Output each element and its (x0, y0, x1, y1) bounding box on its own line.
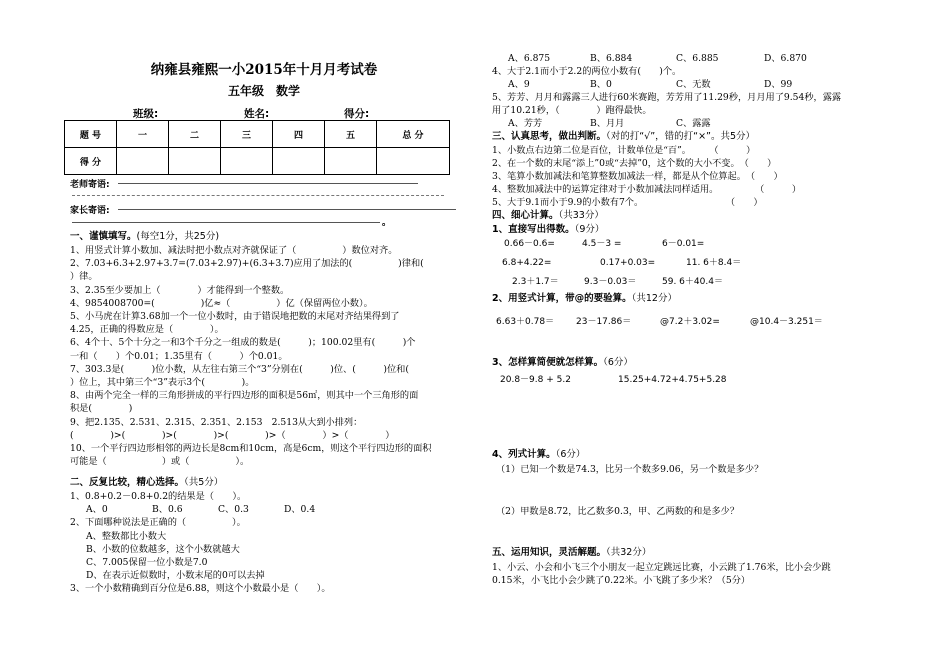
calc-item: 23－17.86＝ (576, 317, 632, 327)
section-5-points: （共32分） (606, 547, 652, 558)
option[interactable]: A、9 (508, 79, 530, 90)
parent-note-label: 家长寄语: (70, 206, 110, 216)
calc-item: 11. 6＋8.4＝ (686, 258, 742, 268)
question-line: 1、0.8+0.2－0.8+0.2的结果是（ ）。 (70, 491, 247, 502)
question-line: 10、一个平行四边形相邻的两边长是8cm和10cm，高是6cm，则这个平行四边形的面积 (70, 443, 432, 455)
question-line: 可能是（ ）或（ ）。 (70, 456, 250, 468)
divider (72, 195, 444, 196)
option[interactable]: B、6.884 (590, 53, 633, 64)
option[interactable]: A、整数都比小数大 (86, 530, 167, 542)
calc-row (500, 372, 758, 385)
judge-line: 2、在一个数的末尾“添上”0或“去掉”0，这个数的大小不变。 （ ） (492, 158, 777, 169)
score-input-cell[interactable] (169, 148, 221, 175)
score-input-cell[interactable] (221, 148, 273, 175)
question-line: ）位上，其中第三个“3”表示3个( )。 (70, 377, 255, 389)
score-input-cell[interactable] (117, 148, 169, 175)
exam-title: 纳雍县雍熙一小2015年十月月考试卷 (150, 62, 378, 78)
calc-item: @7.2＋3.02= (660, 317, 720, 327)
part-4-points: （6分） (555, 449, 586, 460)
option[interactable]: C、无数 (676, 79, 711, 90)
question-line: 6、4个十、5个十分之一和3个千分之一组成的数是( )；100.02里有( )个 (70, 337, 416, 349)
option[interactable]: C、露露 (676, 118, 711, 129)
score-table-cell: 二 (169, 121, 221, 148)
section-5-heading (492, 546, 651, 560)
calc-item: 2.3＋1.7＝ (512, 277, 559, 287)
section-3-heading (492, 130, 912, 144)
calc-item: 0.66－0.6= (504, 239, 555, 249)
question-line: 用了10.21秒，（ ）跑得最快。 (492, 105, 652, 116)
section-4-title: 四、细心计算。 (492, 210, 559, 221)
section-1-heading (70, 230, 465, 244)
calc-row (512, 274, 752, 287)
options-row (492, 52, 912, 65)
parent-note-end: 。 (382, 218, 392, 228)
question-line: 积是( ) (70, 403, 133, 415)
calc-item: 15.25+4.72+4.75+5.28 (618, 375, 727, 385)
score-table-cell: 得 分 (65, 148, 117, 175)
score-table (64, 120, 450, 175)
calc-item: 6－0.01= (662, 239, 705, 249)
option[interactable]: D、99 (764, 79, 793, 90)
option[interactable]: C、6.885 (676, 53, 719, 64)
part-2-points: （共12分） (631, 293, 677, 304)
subject-label: 数学 (276, 84, 301, 98)
question-line: 4.25，正确的得数应是（ ）。 (70, 324, 224, 336)
calc-item: 59. 6＋40.4＝ (662, 277, 723, 287)
option[interactable]: B、0.6 (152, 504, 183, 516)
class-label: 班级: (133, 108, 159, 120)
question-line: 3、2.35至少要加上（ ）才能得到一个整数。 (70, 284, 290, 296)
question-line: 4、大于2.1而小于2.2的两位小数有( )个。 (492, 66, 682, 77)
calc-item: @10.4－3.251＝ (750, 317, 823, 327)
question-line: 4、9854008700=( )亿≈（ ）亿（保留两位小数）。 (70, 297, 373, 309)
option[interactable]: A、芳芳 (508, 118, 543, 129)
parent-note-line-2[interactable] (72, 222, 380, 223)
score-field[interactable] (344, 106, 417, 121)
part-1-title: 1、直接写出得数。 (492, 224, 575, 235)
word-problem: （2）甲数是8.72，比乙数多0.3，甲、乙两数的和是多少？ (496, 506, 740, 517)
calc-item: 20.8－9.8 + 5.2 (500, 375, 571, 385)
part-1-points: （9分） (574, 224, 605, 235)
part-2-title: 2、用竖式计算，带@的要验算。 (492, 293, 632, 304)
option[interactable]: B、月月 (590, 118, 625, 129)
score-table-score-row (65, 148, 450, 175)
part-3-points: （6分） (603, 357, 633, 368)
score-table-cell: 四 (273, 121, 325, 148)
judge-line: 4、整数加减法中的运算定律对于小数加减法同样适用。 （ ） (492, 184, 802, 195)
part-4-title: 4、列式计算。 (492, 449, 556, 460)
grade-label: 五年级 (227, 84, 264, 98)
question-line: ）律。 (70, 271, 98, 283)
parent-note-line[interactable] (118, 209, 456, 210)
option[interactable]: A、6.875 (508, 53, 551, 64)
option[interactable]: A、0 (86, 504, 108, 516)
part-3-title: 3、怎样算简便就怎样算。 (492, 357, 604, 368)
class-field[interactable] (133, 106, 228, 121)
option[interactable]: B、0 (590, 79, 612, 90)
question-line: ( )>( )>( )>( )>（ ）>（ ） (70, 429, 395, 441)
question-line: 1、用竖式计算小数加、减法时把小数点对齐就保证了（ ）数位对齐。 (70, 245, 398, 256)
question-line: 5、芳芳、月月和露露三人进行60米赛跑，芳芳用了11.29秒，月月用了9.54秒，露露 (492, 92, 842, 103)
judge-line: 1、小数点右边第二位是百位，计数单位是“百”。 （ ） (492, 145, 756, 156)
option[interactable]: B、小数的位数越多，这个小数就越大 (86, 543, 240, 555)
section-3-points: （对的打“√”，错的打“×”。共5分） (606, 131, 756, 142)
section-1-title: 一、谨慎填写。 (70, 231, 137, 242)
question-line: 2、下面哪种说法是正确的（ ）。 (70, 517, 246, 529)
question-line: 2、7.03+6.3+2.97+3.7=(7.03+2.97)+(6.3+3.7)应用了加法的( )律和( (70, 258, 424, 270)
part-3-heading (492, 356, 633, 370)
score-table-cell: 三 (221, 121, 273, 148)
section-5-title: 五、运用知识，灵活解题。 (492, 547, 607, 558)
judge-line: 3、笔算小数加减法和笔算整数加减法一样，都是从个位算起。 （ ） (492, 171, 783, 182)
word-problem: （1）已知一个数是74.3，比另一个数多9.06，另一个数是多少？ (496, 464, 764, 475)
section-2-points: （共5分） (184, 477, 224, 488)
option[interactable]: D、在表示近似数时，小数末尾的0可以去掉 (86, 570, 265, 582)
score-table-cell: 一 (117, 121, 169, 148)
option[interactable]: C、7.005保留一位小数是7.0 (86, 557, 208, 569)
exam-subtitle (64, 82, 464, 99)
calc-item: 6.63＋0.78＝ (496, 317, 555, 327)
score-input-cell[interactable] (377, 148, 450, 175)
question-line: 9、把2.135、2.531、2.315、2.351、2.153 2.513从大到小排列： (70, 416, 363, 428)
part-4-heading (492, 448, 585, 462)
name-label: 姓名: (244, 108, 270, 120)
right-column (492, 52, 912, 237)
question-line: 8、由两个完全一样的三角形拼成的平行四边形的面积是56㎡，则其中一个三角形的面 (70, 390, 419, 402)
section-2-heading (70, 476, 465, 490)
calc-item: 0.17+0.03= (600, 258, 656, 268)
calc-item: 4.5－3 = (582, 239, 622, 249)
teacher-note-line[interactable] (118, 183, 418, 184)
calc-row (504, 236, 742, 249)
options-row (70, 503, 465, 516)
score-input-cell[interactable] (273, 148, 325, 175)
calc-row (502, 255, 766, 268)
teacher-note-label: 老师寄语: (70, 180, 110, 190)
section-1 (70, 230, 465, 468)
section-1-points: (每空1分，共25分) (136, 231, 220, 242)
word-problem: 0.15米，小飞比小会少跳了0.22米。小飞跳了多少米？（5分） (492, 575, 751, 586)
section-4-heading (492, 209, 912, 223)
part-1-heading (492, 223, 912, 237)
section-4-points: （共33分） (558, 210, 604, 221)
option[interactable]: C、0.3 (218, 504, 249, 516)
score-label: 得分: (344, 108, 370, 120)
score-table-cell: 五 (325, 121, 377, 148)
question-line: 5、小马虎在计算3.68加一个一位小数时，由于错误地把数的末尾对齐结果得到了 (70, 311, 400, 323)
calc-row (496, 314, 846, 327)
section-2-title: 二、反复比较，精心选择。 (70, 477, 185, 488)
judge-line: 5、大于9.1而小于9.9的小数有7个。 （ ） (492, 197, 763, 208)
calc-item: 6.8+4.22= (502, 258, 552, 268)
word-problem: 1、小云、小会和小飞三个小朋友一起立定跳远比赛，小云跳了1.76米，比小会少跳 (492, 562, 831, 573)
question-line: 一和（ ）个0.01；1.35里有（ ）个0.01。 (70, 350, 288, 362)
calc-item: 9.3－0.03＝ (584, 277, 637, 287)
part-2-heading (492, 292, 677, 306)
score-table-cell: 总 分 (377, 121, 450, 148)
options-row (492, 78, 912, 91)
score-table-cell: 题 号 (65, 121, 117, 148)
options-row (492, 117, 912, 130)
section-3-title: 三、认真思考，做出判断。 (492, 131, 607, 142)
option[interactable]: D、0.4 (284, 504, 316, 516)
question-line: 3、一个小数精确到百分位是6.88，则这个小数最小是（ ）。 (70, 583, 331, 595)
score-table-header-row (65, 121, 450, 148)
section-2 (70, 476, 465, 596)
option[interactable]: D、6.870 (764, 53, 807, 64)
score-input-cell[interactable] (325, 148, 377, 175)
question-line: 7、303.3是( )位小数，从左往右第三个“3”分别在( )位、( )位和( (70, 363, 409, 375)
name-field[interactable] (244, 106, 331, 121)
